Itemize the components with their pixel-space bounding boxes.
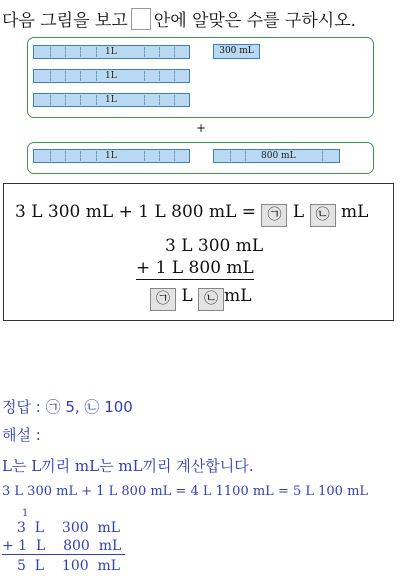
equation-text: 3 L 300 mL + 1 L 800 mL = bbox=[15, 202, 257, 222]
answer-label: 정답 : bbox=[2, 398, 46, 416]
unit-ml: mL bbox=[224, 286, 252, 306]
carry-digit: 1 bbox=[22, 508, 29, 519]
bar-1L-2 bbox=[33, 69, 190, 83]
bar-label: 1L bbox=[105, 151, 117, 161]
bar-1L-1 bbox=[33, 45, 190, 59]
blank-circle-2: ㉡ bbox=[310, 204, 336, 227]
bar-label: 1L bbox=[105, 71, 117, 81]
blank-circle-1: ㉠ bbox=[150, 288, 176, 311]
answer-line bbox=[2, 396, 133, 417]
question-after: 안에 알맞은 수를 구하시오. bbox=[153, 11, 357, 31]
bar-1L-3 bbox=[33, 93, 190, 107]
bar-label: 1L bbox=[105, 47, 117, 57]
bar-1L-4 bbox=[33, 149, 190, 163]
unit-l: L bbox=[181, 286, 193, 306]
blank-circle-2: ㉡ bbox=[198, 288, 224, 311]
blank-circle-1: ㉠ bbox=[261, 204, 287, 227]
bar-label: 1L bbox=[105, 95, 117, 105]
solution-row-3: 5 L 100 mL bbox=[17, 558, 121, 574]
solution-row-1: 3 L 300 mL bbox=[17, 520, 121, 536]
answer-value: ㉠ 5, ㉡ 100 bbox=[45, 398, 133, 416]
question-before: 다음 그림을 보고 bbox=[2, 11, 128, 31]
unit-ml: mL bbox=[340, 202, 369, 222]
unit-l: L bbox=[292, 202, 305, 222]
explanation-line-2: 3 L 300 mL + 1 L 800 mL = 4 L 1100 mL = 5 L 100 mL bbox=[2, 484, 369, 499]
label-300ml: 300 mL bbox=[213, 44, 260, 59]
vertical-result bbox=[150, 286, 252, 311]
bar-800ml bbox=[213, 149, 340, 163]
vertical-row-1: 3 L 300 mL bbox=[165, 236, 264, 256]
answer-blank-box bbox=[131, 8, 151, 30]
vertical-row-2: + 1 L 800 mL bbox=[136, 258, 254, 278]
label-800ml: 800 mL bbox=[261, 151, 296, 161]
question-text bbox=[2, 6, 356, 31]
explanation-line-1: L는 L끼리 mL는 mL끼리 계산합니다. bbox=[2, 457, 254, 475]
solution-row-2: + 1 L 800 mL bbox=[2, 538, 125, 555]
plus-sign: + bbox=[196, 121, 207, 135]
explanation-label: 해설 : bbox=[2, 426, 41, 444]
equation-line bbox=[15, 202, 368, 227]
